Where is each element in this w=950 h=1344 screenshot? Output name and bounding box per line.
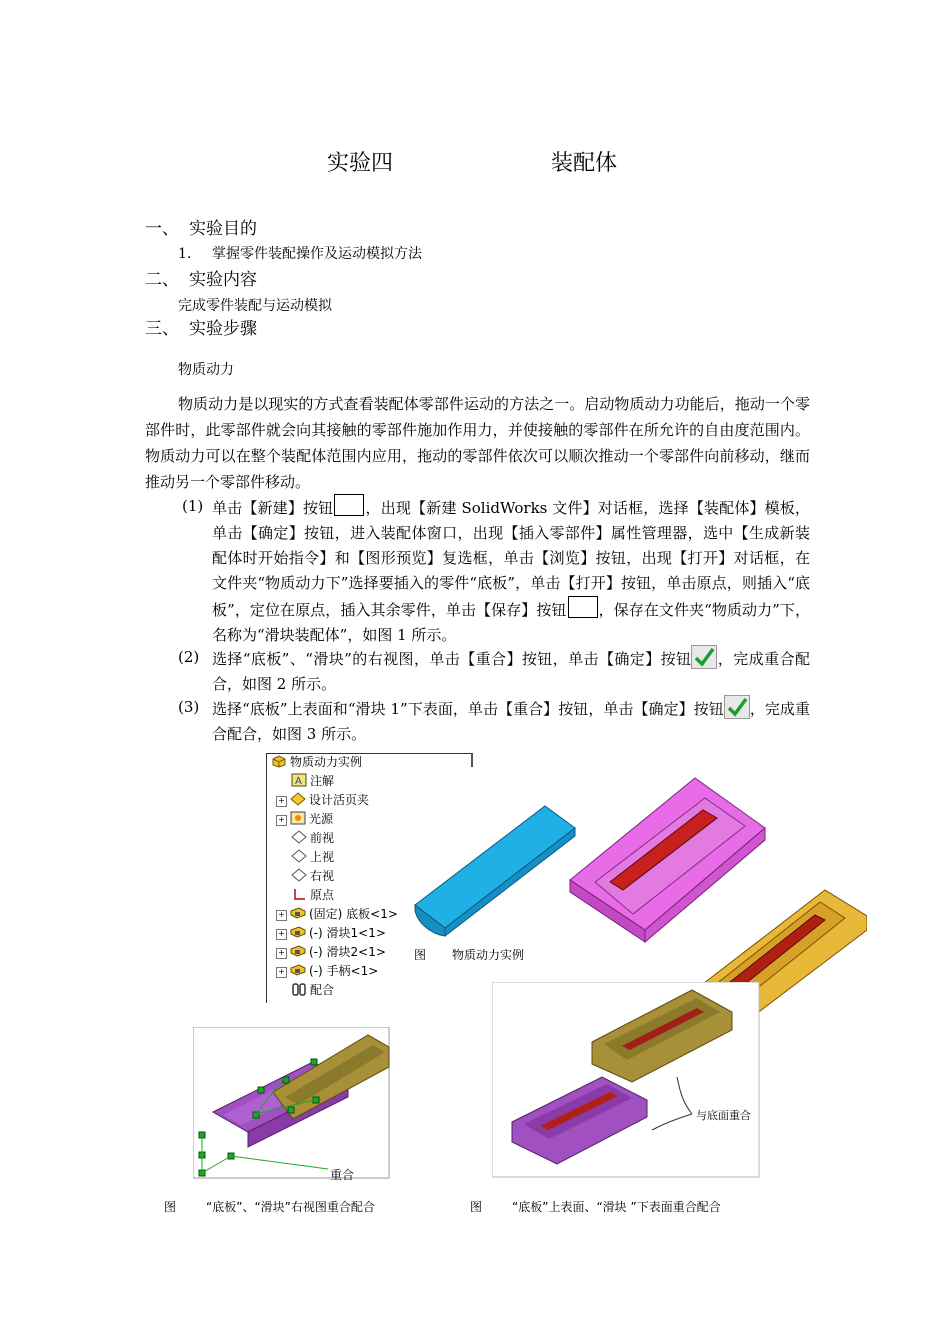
part-icon <box>290 963 306 977</box>
fig2-caption: 图 “底板”、“滑块”右视图重合配合 <box>164 1200 375 1214</box>
annotation-icon <box>291 773 307 787</box>
tree-item-lights[interactable]: + 光源 <box>276 810 333 829</box>
part-icon <box>290 906 306 920</box>
step-1: (1) 单击【新建】按钮 ，出现【新建 SolidWorks 文件】对话框，选择【装配体】模板，单击【确定】按钮，进入装配体窗口，出现【插入零部件】属性管理器，选中【生成新装配体时开始指令】和【图形预览】复选框，单击【浏览】按钮，出现【打开】对话框，在文件夹“物质动力下”选择要插入的零件“底板”，单击【打开】按钮，单击原点，则插入“底板”，定位在原点，插入其余零件，单击【保存】按钮 ，保存在文件夹“物质动力”下，名称为“滑块装配体”，如图 1 所示。 <box>182 494 810 644</box>
subheading: 物质动力 <box>178 362 234 378</box>
objective-item: 1. 掌握零件装配操作及运动模拟方法 <box>178 246 422 262</box>
section-content: 二、 实验内容 <box>145 270 257 290</box>
tree-item-root[interactable]: 物质动力实例 <box>271 753 362 772</box>
section-steps: 三、 实验步骤 <box>145 319 257 339</box>
step-2: (2) 选择“底板”、“滑块”的右视图，单击【重合】按钮，单击【确定】按钮 ，完成重合配合，如图 2 所示。 <box>178 645 810 697</box>
tree-item-origin[interactable]: 原点 <box>291 886 334 905</box>
title-right: 装配体 <box>551 151 618 176</box>
design-binder-icon <box>290 792 306 806</box>
tree-item-top-plane[interactable]: 上视 <box>291 848 334 867</box>
fig3-caption: 图 “底板”上表面、“滑块 ”下表面重合配合 <box>470 1200 721 1214</box>
svg-text:A: A <box>295 776 302 787</box>
tree-item-design-binder[interactable]: + 设计活页夹 <box>276 791 369 810</box>
step-3: (3) 选择“底板”上表面和“滑块 1”下表面，单击【重合】按钮，单击【确定】按钮 ，完成重合配合，如图 3 所示。 <box>178 695 810 747</box>
light-icon <box>290 811 306 825</box>
save-button-icon <box>568 596 598 618</box>
part-icon <box>290 925 306 939</box>
plane-icon <box>291 868 307 882</box>
part-icon <box>290 944 306 958</box>
figure-3-image <box>492 982 760 1178</box>
tree-item-slider-1[interactable]: + (-) 滑块1<1> <box>276 924 386 943</box>
fig1-caption: 图 物质动力实例 <box>414 948 525 962</box>
tree-item-front-plane[interactable]: 前视 <box>291 829 334 848</box>
plane-icon <box>291 830 307 844</box>
tree-item-mates[interactable]: 配合 <box>291 981 334 1000</box>
title-left: 实验四 <box>327 151 394 176</box>
origin-icon <box>291 887 307 901</box>
tree-item-right-plane[interactable]: 右视 <box>291 867 334 886</box>
tree-item-handle[interactable]: + (-) 手柄<1> <box>276 962 378 981</box>
mates-icon <box>291 982 307 996</box>
figure-2-image <box>193 1027 390 1179</box>
fig2-label: 重合 <box>330 1168 355 1182</box>
new-file-button-icon <box>334 494 364 516</box>
intro-paragraph: 物质动力是以现实的方式查看装配体零部件运动的方法之一。启动物质动力功能后，拖动一个零部件时，此零部件就会向其接触的零部件施加作用力，并使接触的零部件在所允许的自由度范围内。物质动力可以在整个装配体范围内应用，拖动的零部件依次可以顺次推动一个零部件向前移动，继而推动另一个零部件移动。 <box>145 395 810 491</box>
tree-item-annotation[interactable]: A 注解 <box>291 772 334 791</box>
section-objective: 一、 实验目的 <box>145 219 257 239</box>
assembly-icon <box>271 754 287 768</box>
tree-item-slider-2[interactable]: + (-) 滑块2<1> <box>276 943 386 962</box>
ok-check-icon <box>724 695 750 719</box>
content-text: 完成零件装配与运动模拟 <box>178 298 332 314</box>
fig3-label: 与底面重合 <box>696 1109 751 1122</box>
plane-icon <box>291 849 307 863</box>
tree-item-base-plate[interactable]: + (固定) 底板<1> <box>276 905 398 924</box>
ok-check-icon <box>691 645 717 669</box>
